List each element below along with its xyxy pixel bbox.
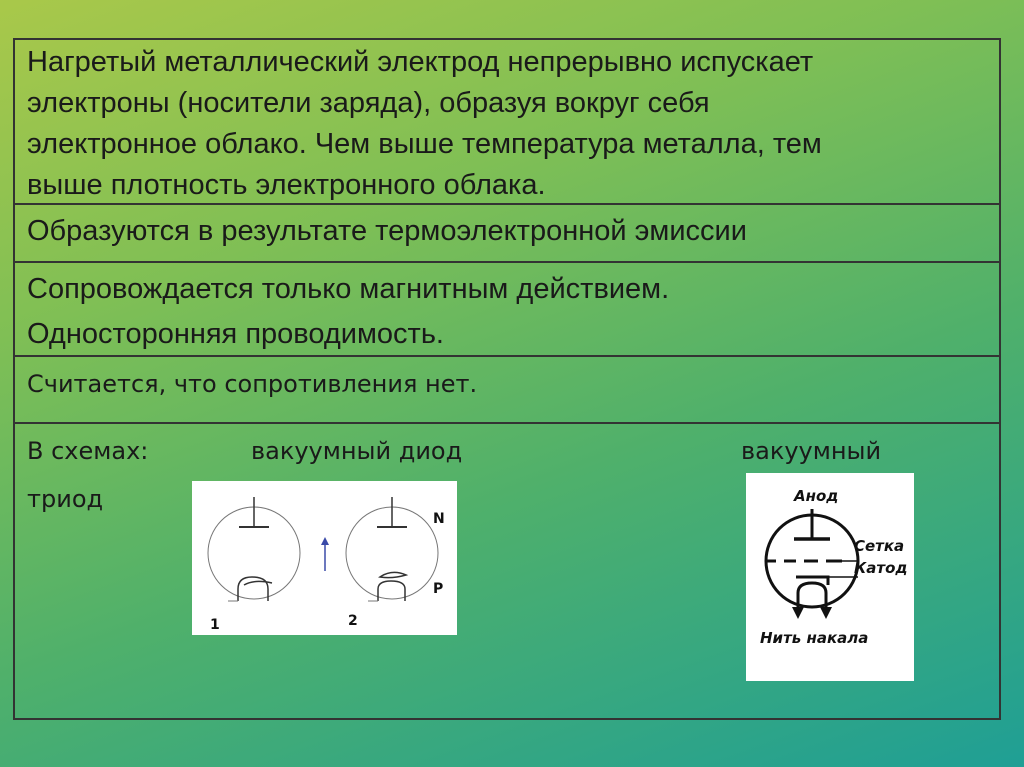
vacuum-diode-figure [192,481,457,635]
tube-2-cathode [380,572,406,577]
row-properties [15,263,999,357]
schemes-label: В схемах: [27,437,149,465]
description-line-2: электроны (носители заряда), образуя вокруг себя [27,87,710,119]
filament-label: Нить накала [760,629,869,647]
figure-label-2: 2 [348,613,358,629]
row-schemes [15,424,999,720]
vacuum-triode-figure [746,473,914,681]
description-text [27,42,822,206]
content-table [13,38,1001,720]
magnetic-action-text: Сопровождается только магнитным действием. [27,273,670,305]
cathode-label: Катод [854,559,908,577]
grid-label: Сетка [854,537,905,555]
row-resistance [15,357,999,424]
description-line-4: выше плотность электронного облака. [27,169,546,201]
figure-label-n: N [433,511,445,527]
diode-caption: вакуумный диод [251,437,463,465]
one-way-conductivity-text: Односторонняя проводимость. [27,318,444,350]
description-line-3: электронное облако. Чем выше температура металла, тем [27,128,822,160]
row-emission [15,205,999,263]
vacuum-diode-diagram [192,481,457,635]
resistance-text: Считается, что сопротивления нет. [27,370,478,398]
arrow-head-icon [321,537,329,545]
row-thermionic-description [15,40,999,205]
filament-arrow-left-icon [792,607,804,619]
triode-caption-part1: вакуумный [741,437,882,465]
filament-arrow-right-icon [820,607,832,619]
anode-label: Анод [794,487,839,505]
vacuum-triode-diagram [746,473,914,681]
figure-label-p: P [433,581,444,597]
triode-caption-part2: триод [27,485,104,513]
figure-label-1: 1 [210,617,220,633]
emission-text: Образуются в результате термоэлектронной эмиссии [27,215,747,247]
description-line-1: Нагретый металлический электрод непрерывно испускает [27,46,814,78]
